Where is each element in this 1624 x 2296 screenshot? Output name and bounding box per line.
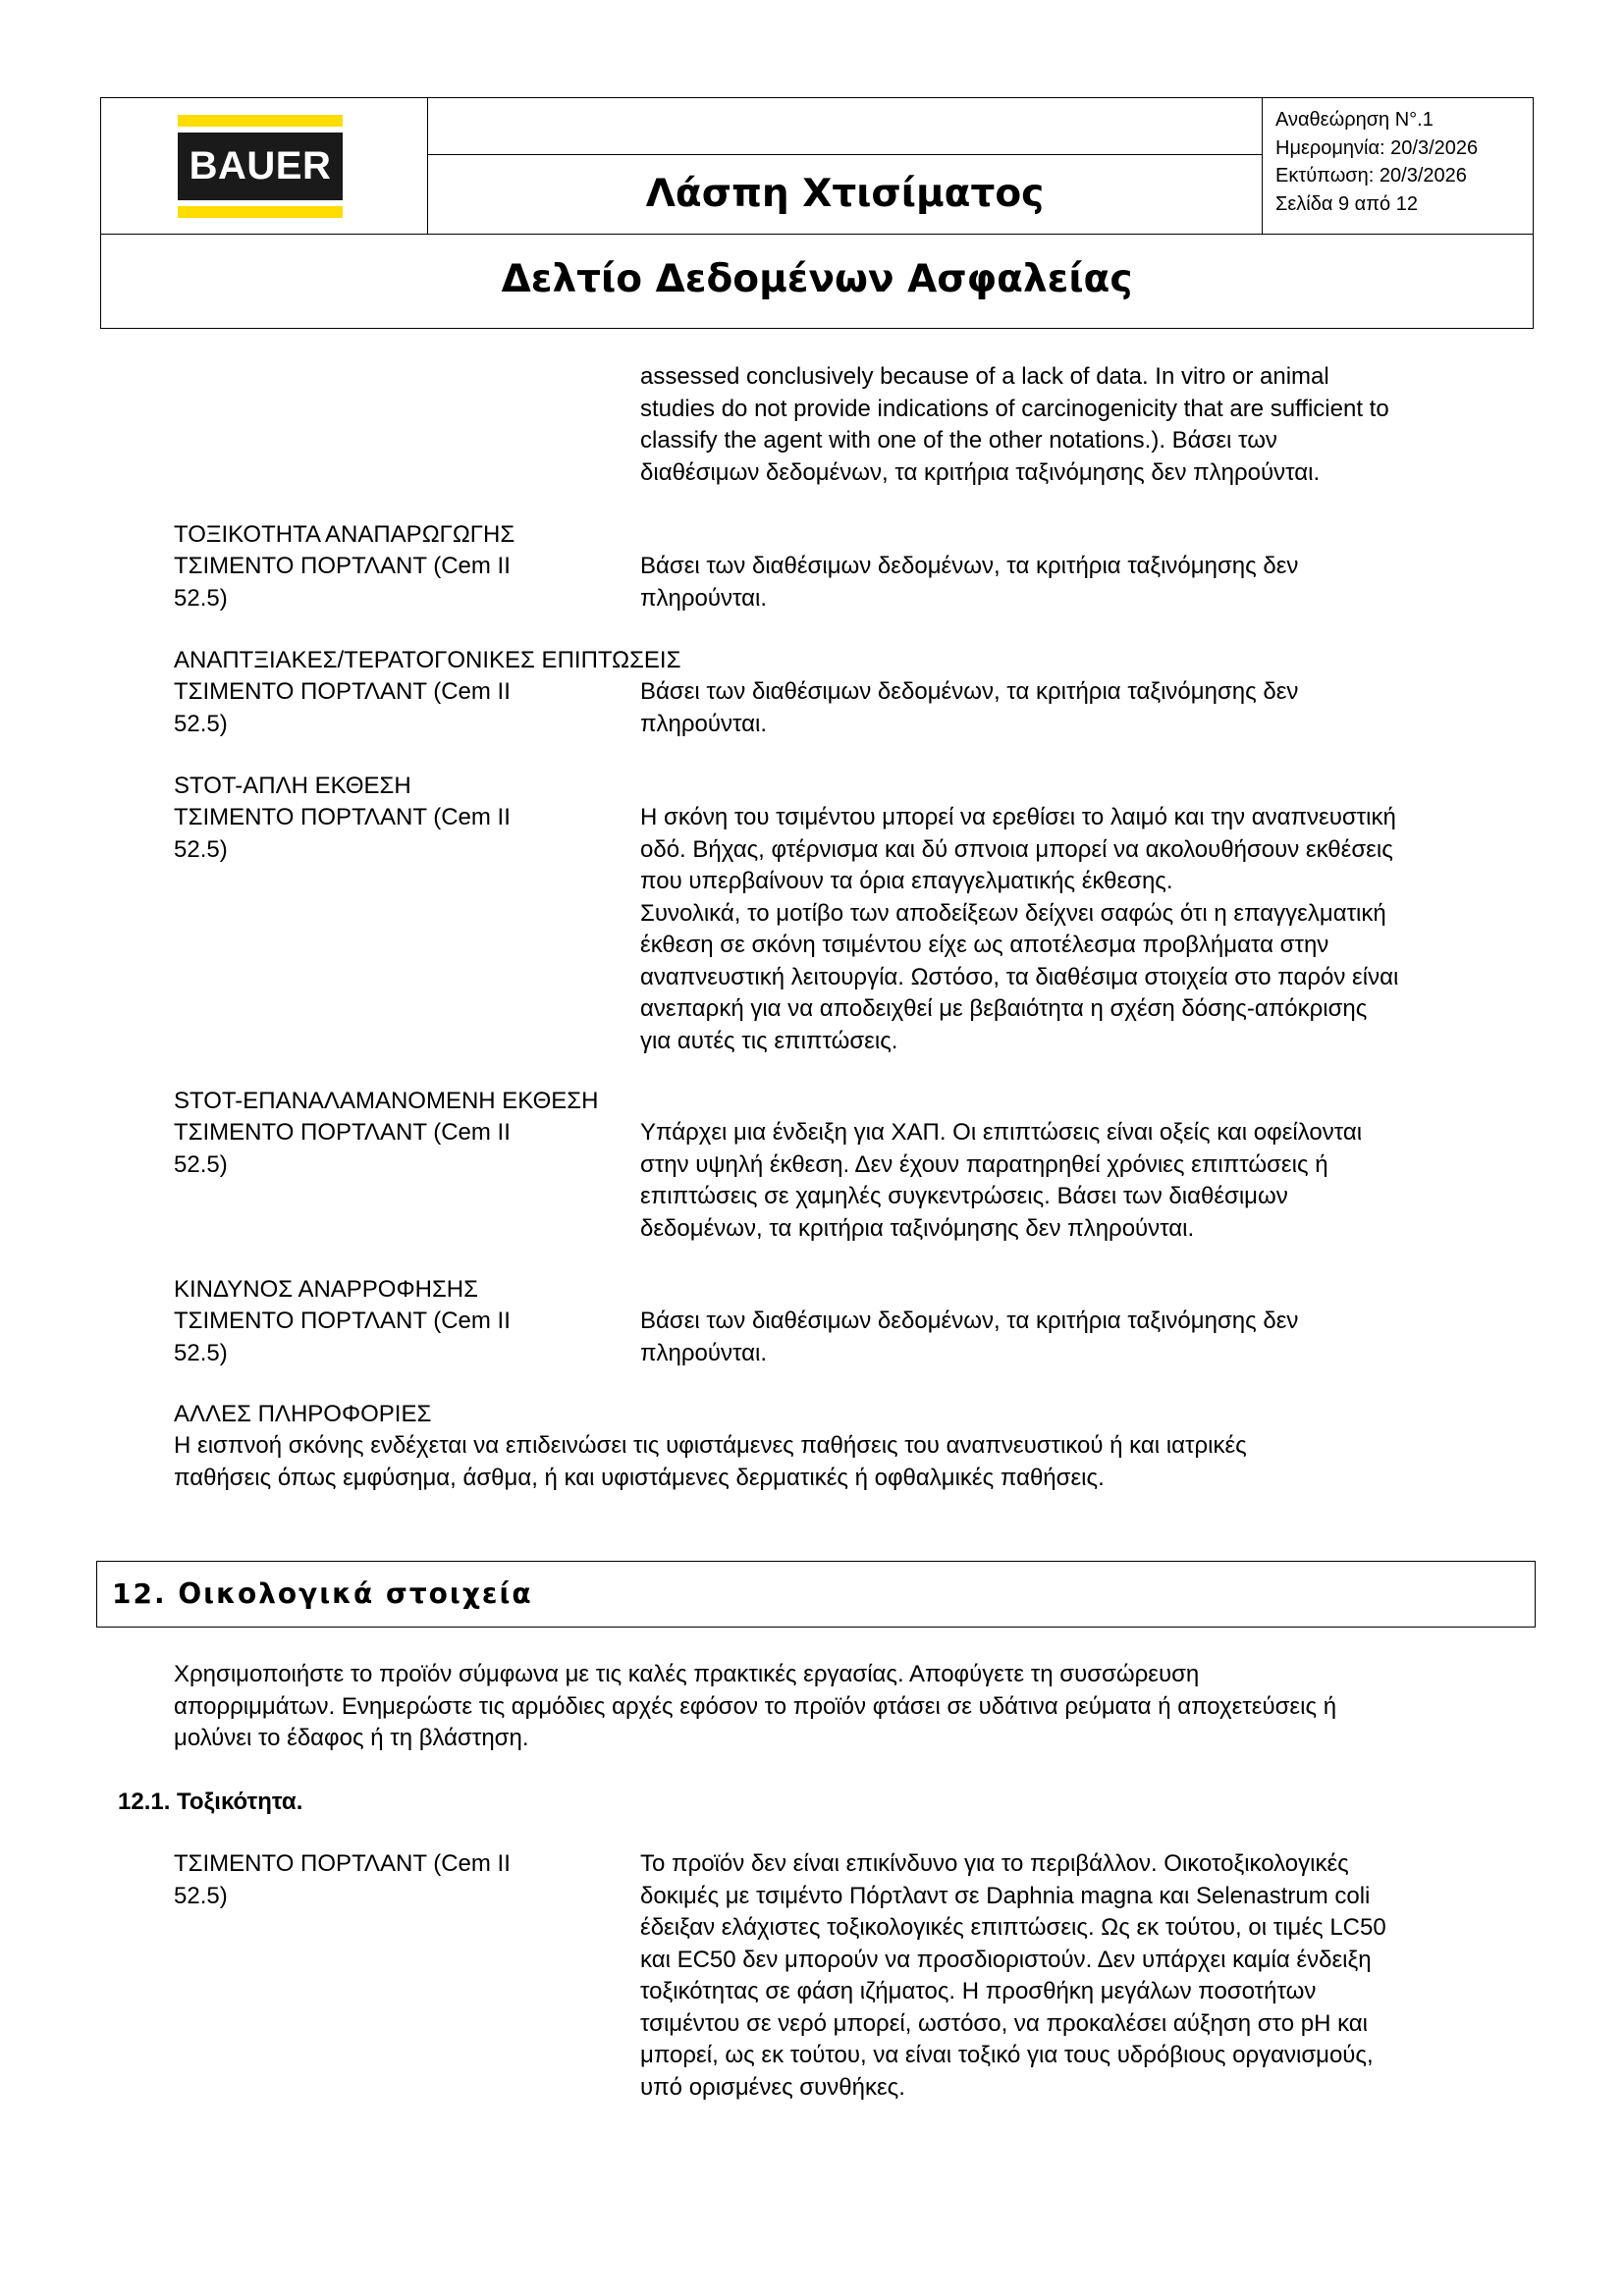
print-date: Εκτύπωση: 20/3/2026 — [1275, 165, 1467, 187]
logo-cell — [101, 98, 428, 234]
logo-text: BAUER — [178, 133, 343, 200]
aspiration-hazard-text: Βάσει των διαθέσιμων δεδομένων, τα κριτήρια ταξινόμησης δεν πληρούνται. — [640, 1308, 1299, 1366]
stot-single-text: Η σκόνη του τσιμέντου μπορεί να ερεθίσει το λαιμό και την αναπνευστική οδό. Βήχας, φτέρνισμα και δύ σπνοια μπορεί να ακολουθήσουν εκθέσεις που υπερβαίνουν τα όρια επαγγελματικής έκθεσης. Συνολικά, το μοτίβο των αποδείξεων δείχνει σαφώς ότι η επαγγελματική έκθεση σε σκόνη τσιμέντου είχε ως αποτέλεσμα προβλήματα στην αναπνευστική λειτουργία. Ωστόσο, τα διαθέσιμα στοιχεία στο παρόν είναι ανεπαρκή για να αποδειχθεί με βεβαιότητα η σχέση δόσης-απόκρισης για αυτές τις επιπτώσεις. — [640, 804, 1399, 1054]
aspiration-hazard-heading: ΚΙΝΔΥΝΟΣ ΑΝΑΡΡΟΦΗΣΗΣ — [174, 1276, 478, 1303]
product-title: Λάσπη Χτισίματος — [645, 172, 1045, 216]
developmental-effects-substance: ΤΣΙΜΕΝΤΟ ΠΟΡΤΛΑΝΤ (Cem II 52.5) — [174, 678, 511, 737]
stot-single-substance: ΤΣΙΜΕΝΤΟ ΠΟΡΤΛΑΝΤ (Cem II 52.5) — [174, 804, 511, 863]
section-12-intro: Χρησιμοποιήστε το προϊόν σύμφωνα με τις καλές πρακτικές εργασίας. Αποφύγετε τη συσσώρευση απορριμμάτων. Ενημερώστε τις αρμόδιες αρχές εφόσον το προϊόν φτάσει σε υδάτινα ρεύματα ή αποχετεύσεις ή μολύνει το έδαφος ή τη βλάστηση. — [174, 1661, 1337, 1751]
bauer-logo — [178, 115, 343, 218]
section-12-heading: 12. Οικολογικά στοιχεία — [96, 1561, 1536, 1628]
other-info-text: Η εισπνοή σκόνης ενδέχεται να επιδεινώσει τις υφιστάμενες παθήσεις του αναπνευστικού ή και ιατρικές παθήσεις όπως εμφύσημα, άσθμα, ή και υφιστάμενες δερματικές ή οφθαλμικές παθήσεις. — [174, 1432, 1247, 1491]
product-cell — [428, 98, 1263, 234]
other-info-heading: ΑΛΛΕΣ ΠΛΗΡΟΦΟΡΙΕΣ — [174, 1401, 432, 1427]
document-title: Δελτίο Δεδομένων Ασφαλείας — [101, 234, 1533, 328]
stot-single-heading: STOT-ΑΠΛΗ ΕΚΘΕΣΗ — [174, 773, 411, 799]
toxicity-substance: ΤΣΙΜΕΝΤΟ ΠΟΡΤΛΑΝΤ (Cem II 52.5) — [174, 1850, 511, 1909]
revision-number: Αναθεώρηση Ν°.1 — [1275, 109, 1434, 131]
carcinogenicity-continued-text: assessed conclusively because of a lack of data. In vitro or animal studies do not provide indications of carcinogenicity that are sufficient to classify the agent with one of the other notations.). Βάσει των διαθέσιμων δεδομένων, τα κριτήρια ταξινόμησης δεν πληρούνται. — [640, 363, 1389, 486]
stot-repeated-text: Υπάρχει μια ένδειξη για ΧΑΠ. Οι επιπτώσεις είναι οξείς και οφείλονται στην υψηλή έκθεση. Δεν έχουν παρατηρηθεί χρόνιες επιπτώσεις ή επιπτώσεις σε χαμηλές συγκεντρώσεις. Βάσει των διαθέσιμων δεδομένων, τα κριτήρια ταξινόμησης δεν πληρούνται. — [640, 1119, 1363, 1242]
page-number: Σελίδα 9 από 12 — [1275, 192, 1418, 215]
reproductive-toxicity-text: Βάσει των διαθέσιμων δεδομένων, τα κριτήρια ταξινόμησης δεν πληρούνται. — [640, 553, 1299, 612]
document-header — [100, 97, 1534, 329]
revision-date: Ημερομηνία: 20/3/2026 — [1275, 136, 1479, 159]
revision-info — [1263, 98, 1533, 234]
toxicity-subheading: 12.1. Τοξικότητα. — [118, 1789, 303, 1815]
toxicity-text: Το προϊόν δεν είναι επικίνδυνο για το περιβάλλον. Οικοτοξικολογικές δοκιμές με τσιμέντο Πόρτλαντ σε Daphnia magna και Selenastrum coli έδειξαν ελάχιστες τοξικολογικές επιπτώσεις. Ως εκ τούτου, οι τιμές LC50 και EC50 δεν μπορούν να προσδιοριστούν. Δεν υπάρχει καμία ένδειξη τοξικότητας σε φάση ιζήματος. Η προσθήκη μεγάλων ποσοτήτων τσιμέντου σε νερό μπορεί, ωστόσο, να προκαλέσει αύξηση στο pH και μπορεί, ως εκ τούτου, να είναι τοξικό για τους υδρόβιους οργανισμούς, υπό ορισμένες συνθήκες. — [640, 1850, 1386, 2101]
stot-repeated-heading: STOT-ΕΠΑΝΑΛΑΜΑΝΟΜΕΝΗ ΕΚΘΕΣΗ — [174, 1088, 599, 1114]
stot-repeated-substance: ΤΣΙΜΕΝΤΟ ΠΟΡΤΛΑΝΤ (Cem II 52.5) — [174, 1119, 511, 1178]
logo-yellow-band-top — [178, 115, 343, 127]
reproductive-toxicity-heading: ΤΟΞΙΚΟΤΗΤΑ ΑΝΑΠΑΡΩΓΩΓΗΣ — [174, 521, 515, 548]
product-cell-divider — [428, 154, 1262, 155]
developmental-effects-heading: ΑΝΑΠΤΞΙΑΚΕΣ/ΤΕΡΑΤΟΓΟΝΙΚΕΣ ΕΠΙΠΤΩΣΕΙΣ — [174, 647, 681, 673]
reproductive-toxicity-substance: ΤΣΙΜΕΝΤΟ ΠΟΡΤΛΑΝΤ (Cem II 52.5) — [174, 553, 511, 612]
developmental-effects-text: Βάσει των διαθέσιμων δεδομένων, τα κριτήρια ταξινόμησης δεν πληρούνται. — [640, 678, 1299, 737]
logo-yellow-band-bottom — [178, 206, 343, 218]
aspiration-hazard-substance: ΤΣΙΜΕΝΤΟ ΠΟΡΤΛΑΝΤ (Cem II 52.5) — [174, 1308, 511, 1366]
